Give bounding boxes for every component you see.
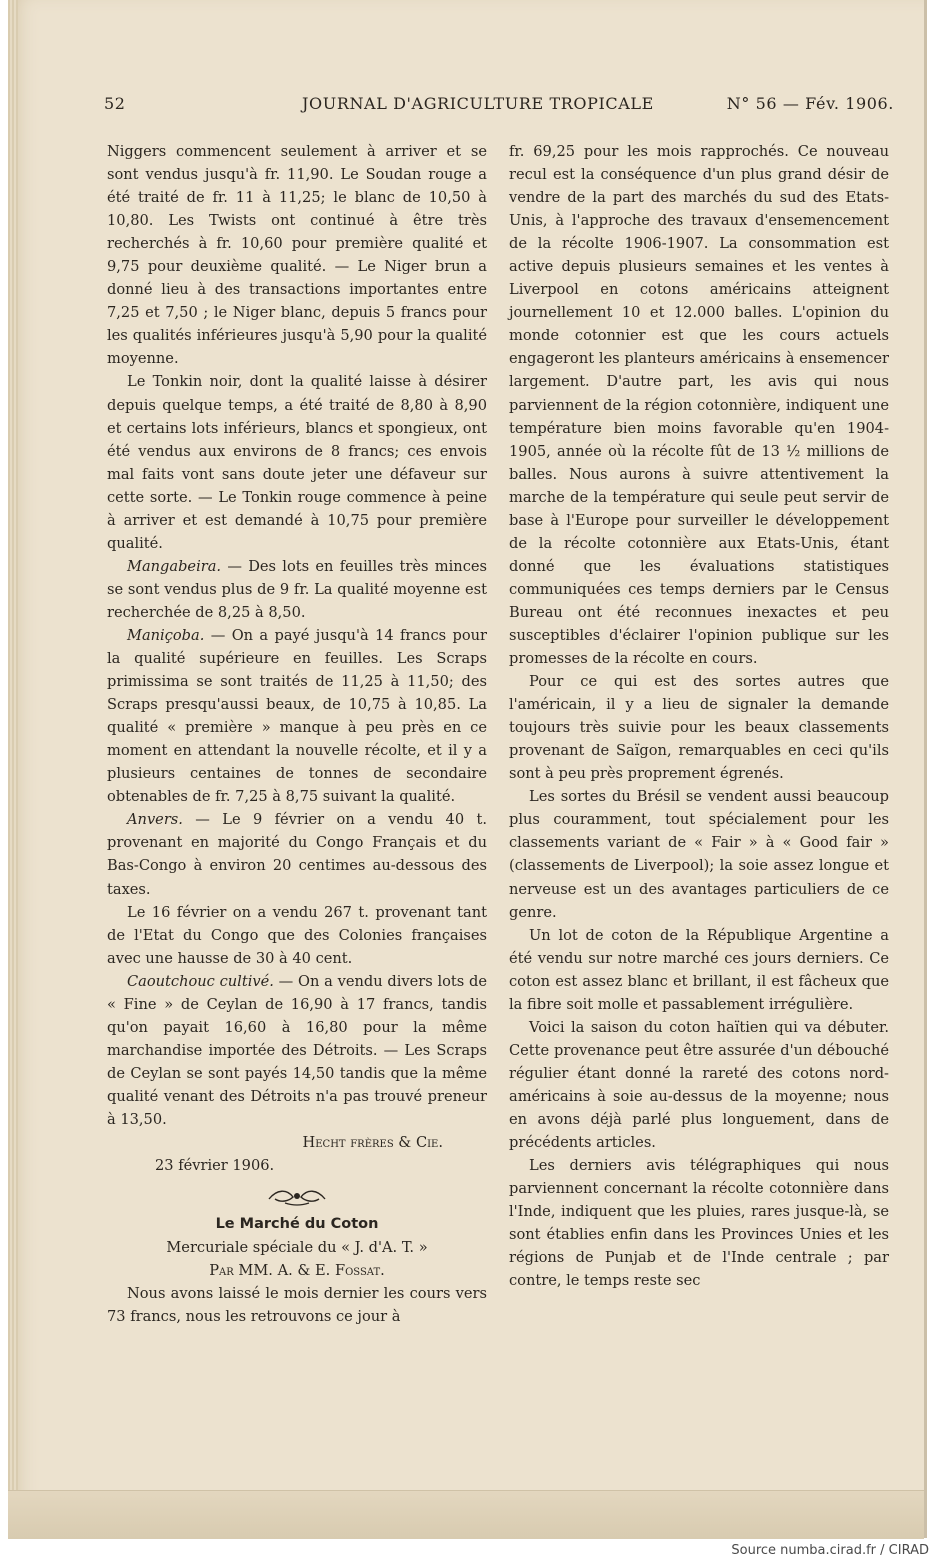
section-title: Le Marché du Coton bbox=[215, 1216, 379, 1233]
paragraph-argentine: Un lot de coton de la République Argentine a été vendu sur notre marché ces jours derniers. Ce coton est assez blanc et brillant, il est fâcheux que la fibre soit molle et passablement irrégulière. bbox=[509, 926, 889, 1013]
paragraph-haitien: Voici la saison du coton haïtien qui va débuter. Cette provenance peut être assurée d'un débouché régulier étant donné la rareté des cotons nord-américains à soie au-dessus de la moyenne; nous en avons déjà parlé plus longuement, dans de précédents articles. bbox=[509, 1018, 889, 1152]
right-column bbox=[509, 140, 889, 1292]
section-authors: Par MM. A. & E. Fossat. bbox=[209, 1262, 385, 1280]
page-binding-edge bbox=[8, 0, 18, 1538]
journal-title: JOURNAL D'AGRICULTURE TROPICALE bbox=[302, 94, 654, 113]
page-number: 52 bbox=[104, 94, 126, 113]
paragraph-manicoba bbox=[107, 624, 487, 808]
paragraph-saigon: Pour ce qui est des sortes autres que l'américain, il y a lieu de signaler la demande toujours très suivie pour les beaux classements provenant de Saïgon, remarquables en ceci qu'ils sont à peu près proprement égrenés. bbox=[509, 673, 889, 783]
fleuron-ornament-icon bbox=[107, 1185, 487, 1209]
label-anvers: Anvers. bbox=[127, 811, 183, 829]
text-caoutchouc: — On a vendu divers lots de « Fine » de Ceylan de 16,90 à 17 francs, tandis qu'on payait 16,60 à 16,80 pour la même marchandise importée des Détroits. — Les Scraps de Ceylan se sont payés 14,50 tandis que la même qualité venant des Détroits n'a pas trouvé preneur à 13,50. bbox=[107, 972, 488, 1128]
paragraph-mangabeira bbox=[107, 555, 487, 624]
paragraph-bresil: Les sortes du Brésil se vendent aussi beaucoup plus couramment, tout spécialement pour les classements variant de « Fair » à « Good fair » (classements de Liverpool); la soie assez longue et nerveuse est un des avantages particuliers de ce genre. bbox=[509, 788, 889, 921]
text-mangabeira: — Des lots en feuilles très minces se sont vendus plus de 9 fr. La qualité moyenne est recherchée de 8,25 à 8,50. bbox=[107, 557, 487, 621]
left-column bbox=[107, 140, 487, 1328]
paragraph-caoutchouc bbox=[107, 970, 487, 1131]
page-bottom-strip bbox=[8, 1490, 924, 1539]
text-anvers: — Le 9 février on a vendu 40 t. provenant en majorité du Congo Français et du Bas-Congo à environ 20 centimes au-dessous des taxes. bbox=[107, 811, 487, 898]
label-caoutchouc: Caoutchouc cultivé. bbox=[127, 972, 274, 990]
signature-hecht: Hecht frères & Cie. bbox=[302, 1134, 443, 1152]
paragraph-16-fevrier: Le 16 février on a vendu 267 t. provenant tant de l'Etat du Congo que des Colonies françaises avec une hausse de 30 à 40 cent. bbox=[107, 903, 487, 967]
text-manicoba: — On a payé jusqu'à 14 francs pour la qualité supérieure en feuilles. Les Scraps primissima se sont traités de 11,25 à 11,50; des Scraps presqu'aussi beaux, de 10,75 à 10,85. La qualité « première » manque à peu près en ce moment en attendant la nouvelle récolte, et il y a plusieurs centaines de tonnes de secondaire obtenables de fr. 7,25 à 8,75 suivant la qualité. bbox=[107, 626, 487, 806]
paragraph-recul: fr. 69,25 pour les mois rapprochés. Ce nouveau recul est la conséquence d'un plus grand désir de vendre de la part des marchés du sud des Etats-Unis, à l'approche des travaux d'ensemencement de la récolte 1906-1907. La consommation est active depuis plusieurs semaines et les ventes à Liverpool en cotons américains atteignent journellement 10 et 12.000 balles. L'opinion du monde cotonnier est que les cours actuels engageront les planteurs américains à ensemencer largement. D'autre part, les avis qui nous parviennent de la région cotonnière, indiquent une température bien moins favorable qu'en 1904-1905, année où la récolte fût de 13 ½ millions de balles. Nous aurons à suivre attentivement la marche de la température qui seule peut servir de base à l'Europe pour surveiller le développement de la récolte cotonnière aux Etats-Unis, étant donné que les évaluations statistiques communiquées ces temps derniers par le Census Bureau ont été reconnues inexactes et peu susceptibles d'éclairer l'opinion publique sur les promesses de la récolte en cours. bbox=[509, 143, 889, 668]
issue-date: N° 56 — Fév. 1906. bbox=[726, 94, 894, 113]
paragraph-niggers: Niggers commencent seulement à arriver et se sont vendus jusqu'à fr. 11,90. Le Soudan rouge a été traité de fr. 11 à 11,25; le blanc de 10,50 à 10,80. Les Twists ont continué à être très recherchés à fr. 10,60 pour première qualité et 9,75 pour deuxième qualité. — Le Niger brun a donné lieu à des transactions importantes entre 7,25 et 7,50 ; le Niger blanc, depuis 5 francs pour les qualités inférieures jusqu'à 5,90 pour la qualité moyenne. bbox=[107, 143, 487, 368]
label-mangabeira: Mangabeira. bbox=[127, 557, 222, 575]
paragraph-tonkin: Le Tonkin noir, dont la qualité laisse à désirer depuis quelque temps, a été traité de 8,80 à 8,90 et certains lots inférieurs, blancs et spongieux, ont été vendus aux environs de 8 francs; ces envois mal faits vont sans doute jeter une défaveur sur cette sorte. — Le Tonkin rouge commence à peine à arriver et est demandé à 10,75 pour première qualité. bbox=[107, 373, 487, 552]
paragraph-anvers bbox=[107, 808, 487, 900]
running-head bbox=[104, 94, 894, 116]
section-subtitle: Mercuriale spéciale du « J. d'A. T. » bbox=[166, 1239, 428, 1257]
source-credit: Source numba.cirad.fr / CIRAD bbox=[731, 1543, 929, 1558]
dateline: 23 février 1906. bbox=[155, 1157, 275, 1175]
paragraph-cours: Nous avons laissé le mois dernier les cours vers 73 francs, nous les retrouvons ce jour à bbox=[107, 1285, 487, 1326]
paragraph-inde: Les derniers avis télégraphiques qui nous parviennent concernant la récolte cotonnière dans l'Inde, indiquent que les pluies, rares jusque-là, se sont établies enfin dans les Provinces Unies et les régions de Punjab et de l'Inde centrale ; par contre, le temps reste sec bbox=[509, 1157, 889, 1290]
label-manicoba: Maniçoba. bbox=[127, 626, 205, 644]
